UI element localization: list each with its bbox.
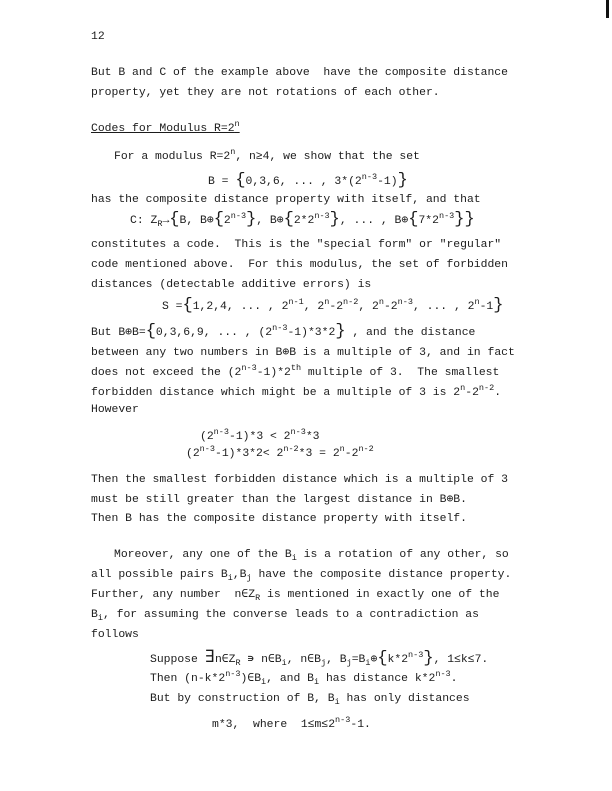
proof-line-2: Then $(n-k*2^{n-3})\in B_i$, and $B_i$ has distance k*2$^{n-3}$. bbox=[150, 669, 458, 687]
inequality-2: $(2^{n-3}-1)*3*2< 2^{n-2}*3 = 2^n-2^{n-2}$ bbox=[186, 444, 374, 460]
para1-text-2: code mentioned above. For this modulus, the set of forbidden bbox=[91, 259, 508, 271]
b-plus-b-line: But B⊕B={0,3,6,9, ... , (2$^{n-3}$-1)*3*2} , and the distance bbox=[91, 322, 476, 341]
para2-line-5: follows bbox=[91, 629, 139, 641]
para2-line-3: Further, any number $n\in Z_R$ is mentioned in exactly one of the bbox=[91, 589, 500, 603]
para1-after-5: However bbox=[91, 404, 139, 416]
conclusion-line-1: Then the smallest forbidden distance which is a multiple of 3 bbox=[91, 474, 508, 486]
para1-line-2: has the composite distance property with itself, and that bbox=[91, 194, 481, 206]
para1-text-3: distances (detectable additive errors) is bbox=[91, 279, 372, 291]
para1-after-3: does not exceed the (2$^{n-3}$-1)*2th multiple of 3. The smallest bbox=[91, 363, 500, 379]
code-c-equation: C: $Z_R\to\{B$, B⊕{2$^{n-3}$}, B⊕{2*2$^{n-3}$}, ... , B⊕{7*2$^{n-3}$}} bbox=[130, 210, 475, 229]
para2-line-2: all possible pairs $B_i,B_j$ have the composite distance property. bbox=[91, 569, 512, 583]
conclusion-line-2: must be still greater than the largest distance in B⊕B. bbox=[91, 494, 467, 506]
inequality-1: $(2^{n-3}-1)*3 < 2^{n-3}*3$ bbox=[200, 427, 320, 443]
proof-line-1: Suppose $\exists n\in Z_R$ ∍ $n\in B_i$, $n\in B_j$, $B_j=B_i\oplus\{k*2^{n-3}\}$, 1≤k≤7. bbox=[150, 649, 489, 668]
para1-text-1: constitutes a code. This is the "special form" or "regular" bbox=[91, 239, 502, 251]
set-b-equation: B = {0,3,6, ... , 3*(2$^{n-3}$-1)} bbox=[208, 171, 408, 190]
page-edge-mark bbox=[606, 0, 609, 18]
para1-after-4: forbidden distance which might be a multiple of 3 is 2$^n$-2$^{n-2}$. bbox=[91, 383, 502, 399]
page-number: 12 bbox=[91, 31, 105, 43]
proof-line-3: But by construction of B, $B_i$ has only distances bbox=[150, 693, 470, 707]
section-heading: Codes for Modulus $R=2^n$ bbox=[91, 119, 240, 135]
para1-line-1: For a modulus $R=2^n$, n≥4, we show that the set bbox=[114, 147, 420, 163]
proof-line-4: m*3, where $1\le m\le 2^{n-3}-1$. bbox=[212, 715, 371, 731]
intro-line-1: But B and C of the example above have the composite distance bbox=[91, 67, 508, 79]
para2-line-1: Moreover, any one of the $B_i$ is a rotation of any other, so bbox=[114, 549, 509, 563]
set-s-equation: S ={1,2,4, ... , 2$^{n-1}$, 2$^n$-2$^{n-2}$, 2$^n$-2$^{n-3}$, ... , 2$^n$-1} bbox=[162, 296, 504, 315]
intro-line-2: property, yet they are not rotations of each other. bbox=[91, 87, 440, 99]
conclusion-line-3: Then B has the composite distance property with itself. bbox=[91, 513, 467, 525]
para1-after-2: between any two numbers in B⊕B is a multiple of 3, and in fact bbox=[91, 347, 515, 359]
para2-line-4: $B_i$, for assuming the converse leads to a contradiction as bbox=[91, 609, 479, 623]
